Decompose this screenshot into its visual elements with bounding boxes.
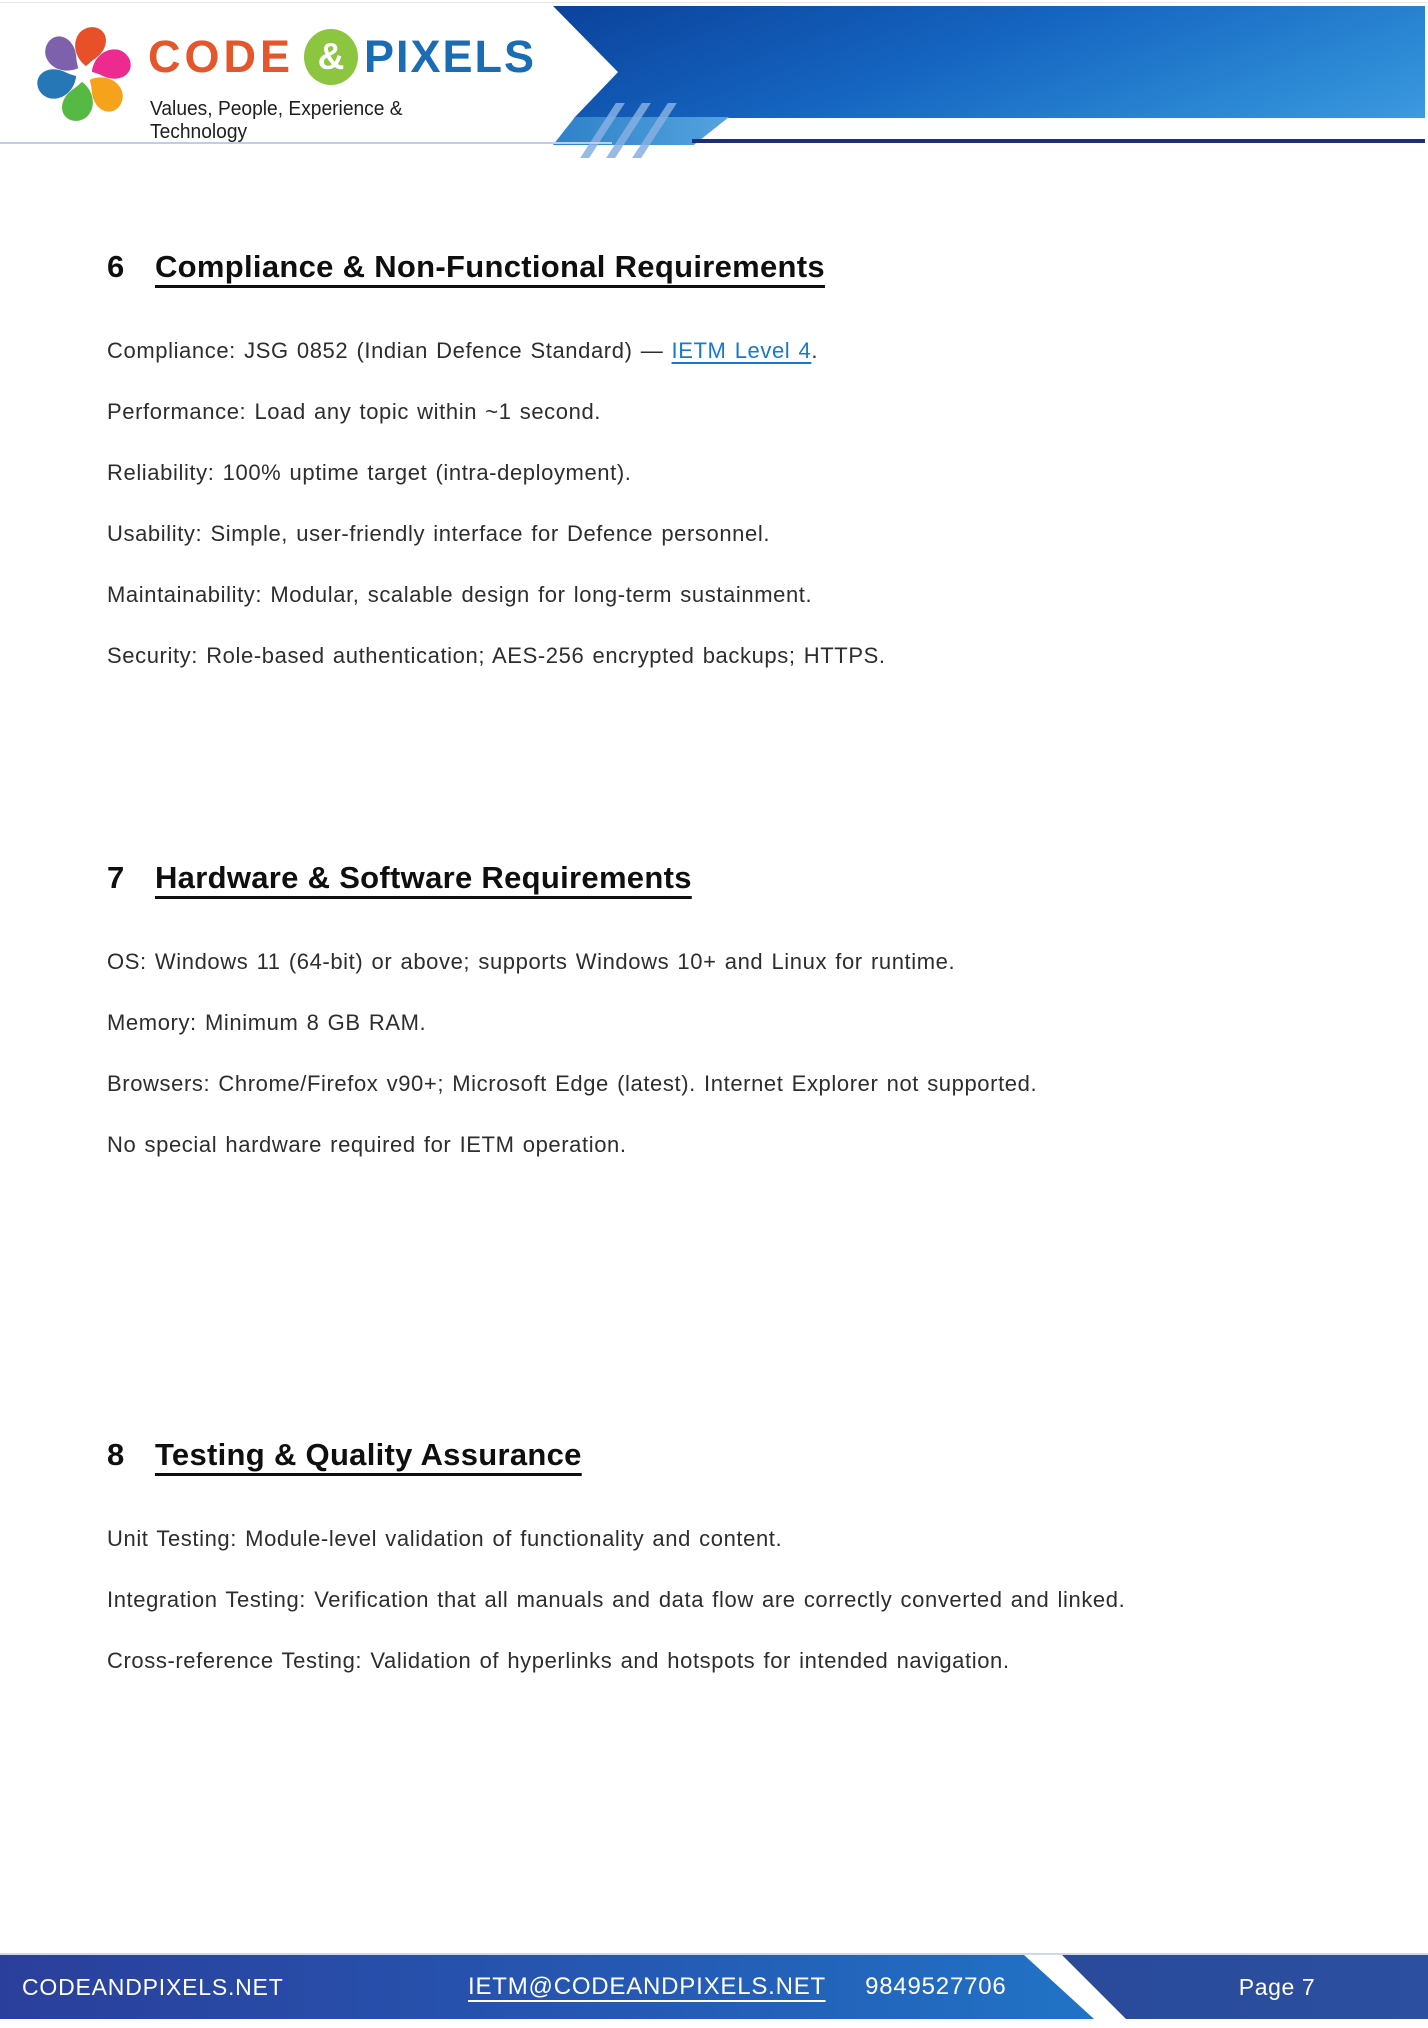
pinwheel-logo-icon <box>30 20 138 128</box>
paragraph-hardware: No special hardware required for IETM operation. <box>107 1132 627 1157</box>
footer-website: CODEANDPIXELS.NET <box>22 1974 284 2000</box>
section-6-heading <box>107 245 1296 289</box>
brand-tagline: Values, People, Experience & Technology <box>150 98 403 143</box>
section-title: Hardware & Software Requirements <box>155 860 692 895</box>
paragraph-text: . <box>811 338 819 363</box>
ietm-level-4-link[interactable]: IETM Level 4 <box>671 338 812 363</box>
paragraph-reliability: Reliability: 100% uptime target (intra-deployment). <box>107 460 632 485</box>
section-number: 7 <box>107 860 125 895</box>
brand-code-text: CODE <box>148 31 295 82</box>
paragraph-compliance <box>107 331 1296 371</box>
paragraph-integration-testing: Integration Testing: Verification that all manuals and data flow are correctly converted and linked. <box>107 1587 1126 1612</box>
brand-ampersand-badge: & <box>304 29 358 85</box>
header-banner-ribbon <box>553 6 1425 118</box>
paragraph-os: OS: Windows 11 (64-bit) or above; supports Windows 10+ and Linux for runtime. <box>107 949 956 974</box>
section-title: Testing & Quality Assurance <box>155 1437 582 1472</box>
section-7-heading <box>107 856 1296 900</box>
paragraph-memory: Memory: Minimum 8 GB RAM. <box>107 1010 427 1035</box>
brand-pixels-text: PIXELS <box>364 31 537 82</box>
section-number: 6 <box>107 249 125 284</box>
footer-contact <box>468 1955 1007 2019</box>
paragraph-browsers: Browsers: Chrome/Firefox v90+; Microsoft Edge (latest). Internet Explorer not supported. <box>107 1071 1038 1096</box>
document-body <box>0 245 1428 1681</box>
paragraph-security: Security: Role-based authentication; AES-256 encrypted backups; HTTPS. <box>107 643 886 668</box>
company-logo <box>28 10 537 143</box>
paragraph-performance: Performance: Load any topic within ~1 second. <box>107 399 601 424</box>
footer-email-link[interactable]: IETM@CODEANDPIXELS.NET <box>468 1973 826 2000</box>
section-title: Compliance & Non-Functional Requirements <box>155 249 825 284</box>
header-rule <box>692 139 1425 143</box>
paragraph-text: Compliance: JSG 0852 (Indian Defence Standard) — <box>107 338 672 363</box>
paragraph-maintainability: Maintainability: Modular, scalable design for long-term sustainment. <box>107 582 813 607</box>
section-8-heading <box>107 1433 1296 1477</box>
paragraph-unit-testing: Unit Testing: Module-level validation of functionality and content. <box>107 1526 783 1551</box>
paragraph-usability: Usability: Simple, user-friendly interface for Defence personnel. <box>107 521 771 546</box>
page-header <box>0 0 1428 150</box>
brand-wordmark <box>148 28 536 86</box>
top-hairline <box>0 2 1428 3</box>
footer-phone: 9849527706 <box>865 1973 1007 2000</box>
page-footer <box>0 1953 1428 2021</box>
page-number: Page 7 <box>1238 1974 1316 2000</box>
paragraph-crossref-testing: Cross-reference Testing: Validation of hyperlinks and hotspots for intended navigation. <box>107 1648 1010 1673</box>
section-number: 8 <box>107 1437 125 1472</box>
